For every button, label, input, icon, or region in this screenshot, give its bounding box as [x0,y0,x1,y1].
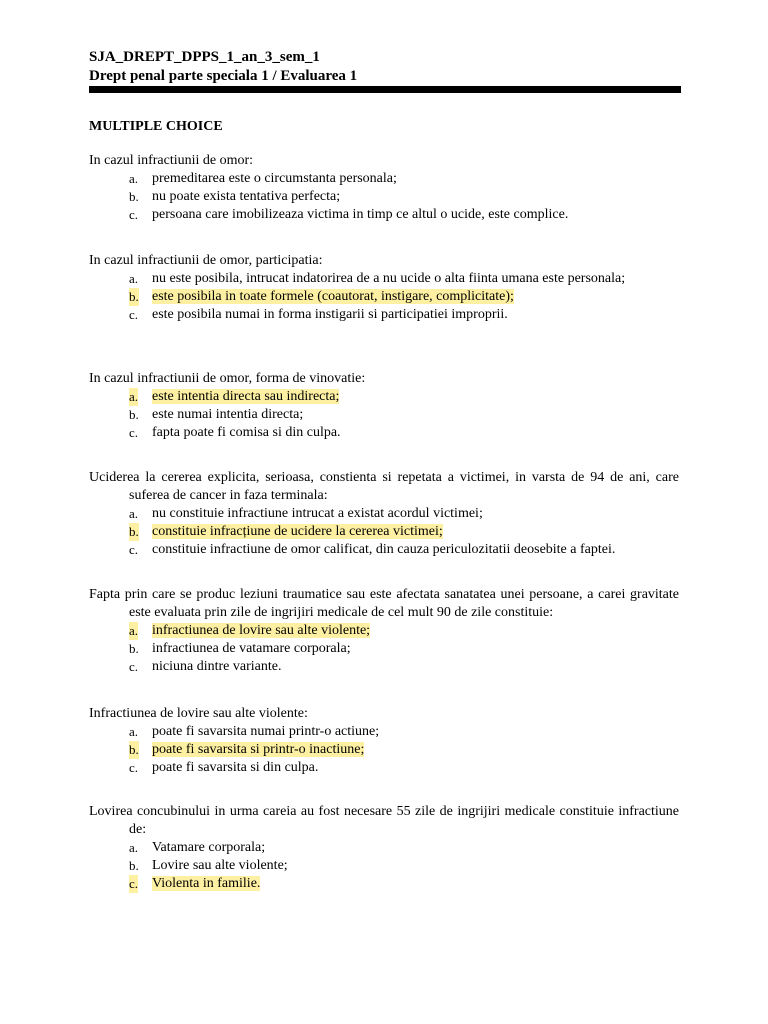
answer-option [89,424,679,442]
answer-option [89,523,679,541]
answer-option [89,170,679,188]
question-text: In cazul infractiunii de omor: [89,153,254,168]
option-letter: b. [129,742,139,757]
answer-option [89,741,679,759]
option-letter: b. [129,641,139,656]
option-text: premeditarea este o circumstanta personala; [152,171,397,186]
answer-option [89,622,679,640]
option-letter: a. [129,724,139,739]
option-letter: c. [129,307,139,322]
option-letter: b. [129,407,139,422]
highlighted-answer-text: constituie infracțiune de ucidere la cererea victimei; [152,524,443,539]
option-letter: b. [129,289,139,304]
answer-option [89,640,679,658]
question-text: Infractiunea de lovire sau alte violente: [89,706,308,721]
option-text: infractiunea de vatamare corporala; [152,641,351,656]
option-text: poate fi savarsita si din culpa. [152,760,319,775]
option-text: persoana care imobilizeaza victima in timp ce altul o ucide, este complice. [152,207,569,222]
answer-option [89,388,679,406]
option-text: nu constituie infractiune intrucat a existat acordul victimei; [152,506,483,521]
answer-option [89,875,679,893]
option-text: nu poate exista tentativa perfecta; [152,189,341,204]
option-letter: c. [129,659,139,674]
question-4 [89,469,679,559]
question-6 [89,705,679,777]
answer-option [89,270,679,288]
answer-option [89,188,679,206]
answer-options [89,505,679,559]
answer-option [89,857,679,875]
option-letter: c. [129,876,139,891]
answer-option [89,723,679,741]
question-2 [89,252,679,324]
document-header [89,48,681,93]
answer-option [89,759,679,777]
option-letter: b. [129,524,139,539]
question-7 [89,803,679,893]
section-title: MULTIPLE CHOICE [89,119,223,134]
option-text: Lovire sau alte violente; [152,858,288,873]
option-letter: b. [129,858,139,873]
question-5 [89,586,679,676]
option-letter: c. [129,760,139,775]
question-text: Lovirea concubinului in urma careia au fost necesare 55 zile de ingrijiri medicale constituie infractiune de: [89,804,679,837]
answer-options [89,622,679,676]
question-text: In cazul infractiunii de omor, participatia: [89,253,323,268]
answer-options [89,270,679,324]
answer-option [89,406,679,424]
answer-option [89,306,679,324]
option-letter: c. [129,207,139,222]
answer-options [89,388,679,442]
highlighted-answer-text: infractiunea de lovire sau alte violente; [152,623,371,638]
document-title: Drept penal parte speciala 1 / Evaluarea 1 [89,68,358,84]
answer-options [89,723,679,777]
option-letter: c. [129,542,139,557]
option-text: nu este posibila, intrucat indatorirea de a nu ucide o alta fiinta umana este personala; [152,271,626,286]
option-letter: b. [129,189,139,204]
header-rule [89,86,681,93]
answer-options [89,170,679,224]
highlighted-answer-text: poate fi savarsita si printr-o inactiune; [152,742,365,757]
option-text: este numai intentia directa; [152,407,304,422]
option-letter: a. [129,271,139,286]
answer-option [89,839,679,857]
option-letter: a. [129,623,139,638]
answer-option [89,658,679,676]
course-code: SJA_DREPT_DPPS_1_an_3_sem_1 [89,49,320,65]
question-text: Fapta prin care se produc leziuni traumatice sau este afectata sanatatea unei persoane, a carei gravitate este evaluata prin zile de ingrijiri medicale de cel mult 90 de zile constituie: [89,587,679,620]
question-text: Uciderea la cererea explicita, serioasa, constienta si repetata a victimei, in varsta de 94 de ani, care suferea de cancer in faza terminala: [89,470,679,503]
option-letter: a. [129,389,139,404]
option-letter: a. [129,171,139,186]
option-text: fapta poate fi comisa si din culpa. [152,425,341,440]
question-text: In cazul infractiunii de omor, forma de vinovatie: [89,371,366,386]
answer-options [89,839,679,893]
option-letter: c. [129,425,139,440]
highlighted-answer-text: Violenta in familie. [152,876,261,891]
option-letter: a. [129,506,139,521]
question-3 [89,370,679,442]
highlighted-answer-text: este posibila in toate formele (coautorat, instigare, complicitate); [152,289,514,304]
option-letter: a. [129,840,139,855]
option-text: constituie infractiune de omor calificat, din cauza periculozitatii deosebite a faptei. [152,542,616,557]
answer-option [89,541,679,559]
highlighted-answer-text: este intentia directa sau indirecta; [152,389,340,404]
answer-option [89,206,679,224]
option-text: niciuna dintre variante. [152,659,282,674]
answer-option [89,505,679,523]
answer-option [89,288,679,306]
option-text: poate fi savarsita numai printr-o actiune; [152,724,380,739]
option-text: Vatamare corporala; [152,840,266,855]
option-text: este posibila numai in forma instigarii si participatiei improprii. [152,307,508,322]
question-1 [89,152,679,224]
